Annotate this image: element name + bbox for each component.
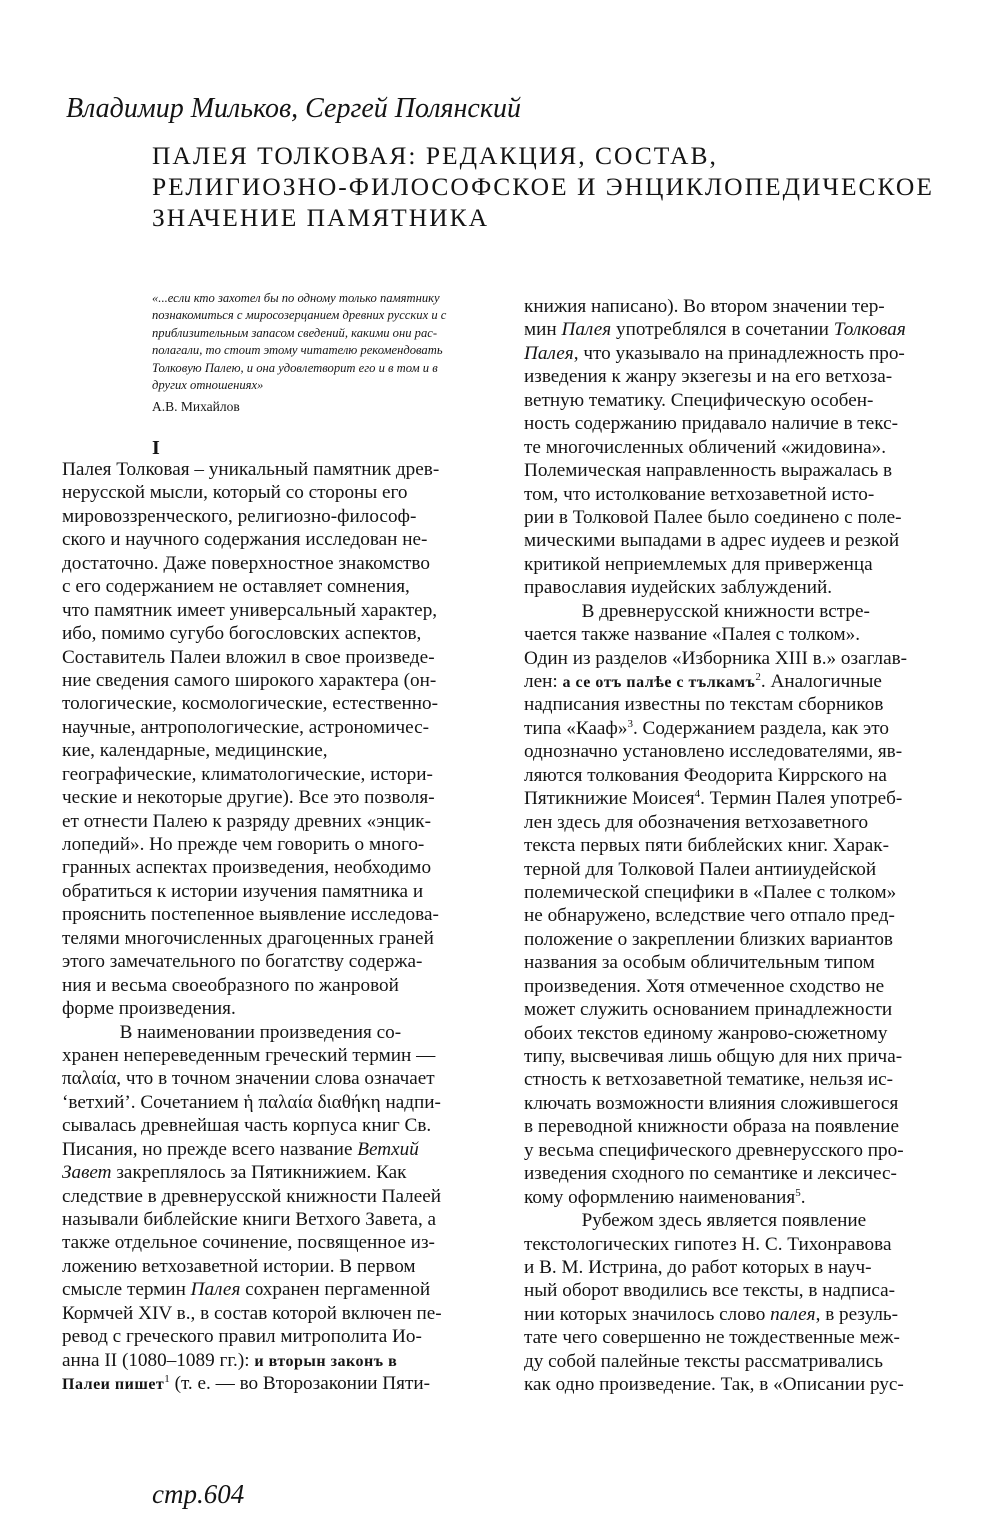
text-line: критикой неприемлемых для приверженца bbox=[524, 553, 873, 575]
title-line: ПАЛЕЯ ТОЛКОВАЯ: РЕДАКЦИЯ, СОСТАВ, bbox=[152, 141, 718, 170]
title-line: РЕЛИГИОЗНО-ФИЛОСОФСКОЕ И ЭНЦИКЛОПЕДИЧЕСКОЕ bbox=[152, 172, 934, 201]
text-line: том, что истолкование ветхозаветной исто- bbox=[524, 483, 875, 505]
epigraph-line: приблизительным запасом сведений, какими они рас- bbox=[152, 325, 438, 340]
text-line: терной для Толковой Палеи антииудейской bbox=[524, 858, 877, 880]
text-line: чается также название «Палея с толком». bbox=[524, 624, 861, 646]
text-line: географические, климатологические, истори- bbox=[62, 763, 433, 785]
text-line: В наименовании произведения со- bbox=[62, 1021, 402, 1043]
left-column-text bbox=[62, 458, 496, 1396]
text-line: прояснить постепенное выявление исследова- bbox=[62, 904, 439, 926]
text-line: анна II (1080–1089 гг.): и вторын законъ в bbox=[62, 1349, 398, 1371]
text-line: смысле термин Палея сохранен пергаменной bbox=[62, 1279, 431, 1301]
italic-term: Завет bbox=[62, 1162, 112, 1184]
text-line: достаточно. Даже поверхностное знакомство bbox=[62, 552, 430, 574]
text-line: этого замечательного по богатству содержа- bbox=[62, 951, 423, 973]
epigraph-line: других отношениях» bbox=[152, 377, 264, 392]
text-line: однозначно установлено исследователями, яв- bbox=[524, 741, 903, 763]
footnote-ref: 4 bbox=[694, 788, 701, 801]
text-line: телями многочисленных драгоценных граней bbox=[62, 927, 434, 949]
text-line: у весьма специфического древнерусского про- bbox=[524, 1139, 904, 1161]
text-line: изведения сходного по семантике и лексичес- bbox=[524, 1163, 897, 1185]
title-line: ЗНАЧЕНИЕ ПАМЯТНИКА bbox=[152, 203, 490, 232]
text-line: текстологических гипотез Н. С. Тихонравова bbox=[524, 1233, 892, 1255]
text-line: Завет закреплялось за Пятикнижием. Как bbox=[62, 1162, 407, 1184]
text-line: ревод с греческого правил митрополита Ио- bbox=[62, 1326, 422, 1348]
text-line: типу, высвечивая лишь общую для них прича- bbox=[524, 1046, 903, 1067]
text-line: произведения. Хотя отмеченное сходство не bbox=[524, 975, 885, 997]
text-line: полемической специфики в «Палее с толком» bbox=[524, 881, 897, 903]
text-line: гранных аспектах произведения, необходимо bbox=[62, 857, 432, 879]
text-line: ния и весьма своеобразного по жанровой bbox=[62, 974, 399, 996]
text-line: текста первых пяти библейских книг. Харак- bbox=[524, 835, 889, 857]
authors: Владимир Мильков, Сергей Полянский bbox=[66, 93, 521, 124]
text-line: ду собой палейные тексты рассматривались bbox=[524, 1350, 884, 1372]
text-line: мировоззренческого, религиозно-философ- bbox=[62, 505, 417, 527]
text-line: также отдельное сочинение, посвященное из- bbox=[62, 1232, 435, 1254]
text-line: обоих текстов единому жанрово-сюжетному bbox=[524, 1022, 888, 1044]
text-line: стность к ветхозаветной тематике, нельзя ис- bbox=[524, 1069, 894, 1091]
footnote-ref: 5 bbox=[795, 1186, 801, 1199]
italic-term: Палея bbox=[524, 342, 574, 364]
text-line: как одно произведение. Так, в «Описании рус- bbox=[524, 1374, 904, 1396]
text-line: названия за особым обличительным типом bbox=[524, 952, 875, 974]
text-line: лен: а се отъ палѣе с тълкамъ$^2$. Аналогичные bbox=[524, 671, 882, 692]
text-line: παλαία, что в точном значении слова означает bbox=[62, 1068, 435, 1090]
text-line: следствие в древнерусской книжности Палеей bbox=[62, 1185, 442, 1207]
text-line: ние сведения самого широкого характера (он- bbox=[62, 669, 437, 691]
text-line: ческие и некоторые другие). Все это позволя- bbox=[62, 787, 435, 809]
text-line: называли библейские книги Ветхого Завета, а bbox=[62, 1209, 437, 1230]
italic-term: Ветхий bbox=[357, 1138, 419, 1160]
text-line: обратиться к истории изучения памятника и bbox=[62, 880, 424, 902]
right-column-text bbox=[524, 295, 964, 1397]
text-line: типа «Кааф»$^3$. Содержанием раздела, как это bbox=[524, 717, 889, 739]
text-line: научные, антропологические, астрономичес- bbox=[62, 716, 429, 738]
text-line: ность содержанию придавало наличие в текс- bbox=[524, 413, 899, 435]
text-line: надписания известны по текстам сборников bbox=[524, 694, 884, 716]
epigraph-line: полагали, то стоит этому читателю рекомендовать bbox=[152, 343, 443, 358]
text-line: ветную тематику. Специфическую особен- bbox=[524, 389, 874, 411]
text-line: кому оформлению наименования$^5$. bbox=[524, 1186, 806, 1208]
text-line: Один из разделов «Изборника XIII в.» озаглав- bbox=[524, 647, 908, 669]
text-line: нии которых значилось слово палея, в резуль- bbox=[524, 1303, 899, 1325]
text-line: Полемическая направленность выражалась в bbox=[524, 460, 893, 482]
text-line: Палея Толковая – уникальный памятник древ- bbox=[62, 459, 440, 480]
article-title bbox=[152, 140, 992, 233]
text-line: те многочисленных обличений «жидовина». bbox=[524, 436, 887, 458]
text-line: мин Палея употреблялся в сочетании Толковая bbox=[524, 319, 906, 341]
page-number: стр.604 bbox=[152, 1479, 245, 1509]
footnote-ref: 1 bbox=[164, 1373, 170, 1386]
epigraph-line: «...если кто захотел бы по одному только памятнику bbox=[152, 291, 440, 305]
text-line: ‘ветхий’. Сочетанием ἡ παλαία διαθήκη надпи- bbox=[62, 1091, 441, 1113]
footnote-ref: 3 bbox=[627, 717, 633, 730]
italic-term: Палея bbox=[561, 319, 612, 341]
text-line: Палеи пишет$^1$ (т. е. — во Второзаконии Пяти- bbox=[62, 1373, 431, 1395]
epigraph-author: А.В. Михайлов bbox=[152, 399, 240, 414]
text-line: Кормчей XIV в., в состав которой включен пе- bbox=[62, 1302, 442, 1324]
text-line: нерусской мысли, который со стороны его bbox=[62, 482, 408, 504]
italic-term: Толковая bbox=[833, 319, 906, 341]
text-line: ского и научного содержания исследован не- bbox=[62, 529, 428, 551]
epigraph bbox=[152, 290, 502, 394]
text-line: не обнаружено, вследствие чего отпало пред- bbox=[524, 905, 895, 927]
text-line: форме произведения. bbox=[62, 998, 236, 1020]
text-line: рии в Толковой Палее было соединено с поле- bbox=[524, 506, 902, 528]
text-line: лен здесь для обозначения ветхозаветного bbox=[524, 811, 869, 833]
text-line: ет отнести Палею к разряду древних «энцик- bbox=[62, 810, 432, 832]
section-number: I bbox=[152, 437, 160, 459]
text-line: книжия написано). Во втором значении тер- bbox=[524, 296, 885, 317]
text-line: Рубежом здесь является появление bbox=[524, 1210, 867, 1232]
text-line: ляются толкования Феодорита Киррского на bbox=[524, 764, 887, 786]
text-line: лопедий». Но прежде чем говорить о много- bbox=[62, 834, 425, 855]
text-line: хранен непереведенным греческий термин — bbox=[62, 1044, 436, 1066]
text-line: тологические, космологические, естественно- bbox=[62, 693, 439, 715]
old-slavonic-quote: Палеи пишет bbox=[62, 1376, 165, 1394]
text-line: ключать возможности влияния сложившегося bbox=[524, 1092, 899, 1114]
text-line: с его содержанием не оставляет сомнения, bbox=[62, 576, 410, 598]
epigraph-line: познакомиться с миросозерцанием древних русских и с bbox=[152, 308, 447, 323]
text-line: тате чего совершенно не тождественные меж- bbox=[524, 1327, 900, 1349]
text-line: Пятикнижие Моисея$^4$. Термин Палея употреб- bbox=[524, 788, 903, 810]
italic-term: Палея bbox=[190, 1279, 241, 1301]
italic-term: палея bbox=[770, 1303, 816, 1325]
text-line: положение о закреплении близких вариантов bbox=[524, 928, 893, 950]
text-line: ный оборот вводились все тексты, в надписа- bbox=[524, 1280, 895, 1302]
text-line: православия иудейских заблуждений. bbox=[524, 577, 833, 599]
text-line: ложению ветхозаветной истории. В первом bbox=[62, 1255, 416, 1277]
text-line: и В. М. Истрина, до работ которых в науч- bbox=[524, 1256, 872, 1278]
text-line: ибо, помимо сугубо богословских аспектов, bbox=[62, 623, 422, 645]
old-slavonic-quote: а се отъ палѣе с тълкамъ bbox=[562, 674, 756, 691]
old-slavonic-quote: и вторын законъ в bbox=[254, 1352, 398, 1370]
text-line: Составитель Палеи вложил в свое произведе- bbox=[62, 646, 435, 668]
text-line: изведения к жанру экзегезы и на его ветхоза- bbox=[524, 366, 893, 388]
text-line: может служить основанием принадлежности bbox=[524, 999, 893, 1021]
text-line: В древнерусской книжности встре- bbox=[524, 600, 870, 622]
text-line: что памятник имеет универсальный характер, bbox=[62, 599, 438, 621]
epigraph-line: Толковую Палею, и она удовлетворит его и в том и в bbox=[152, 360, 438, 375]
text-line: мическими выпадами в адрес иудеев и резкой bbox=[524, 530, 900, 552]
text-line: сывалась древнейшая часть корпуса книг Св. bbox=[62, 1115, 432, 1137]
footnote-ref: 2 bbox=[755, 671, 761, 683]
text-line: Писания, но прежде всего название Ветхий bbox=[62, 1138, 419, 1160]
text-line: кие, календарные, медицинские, bbox=[62, 740, 328, 762]
text-line: Палея, что указывало на принадлежность про- bbox=[524, 342, 905, 364]
text-line: в переводной книжности образа на появление bbox=[524, 1116, 900, 1138]
